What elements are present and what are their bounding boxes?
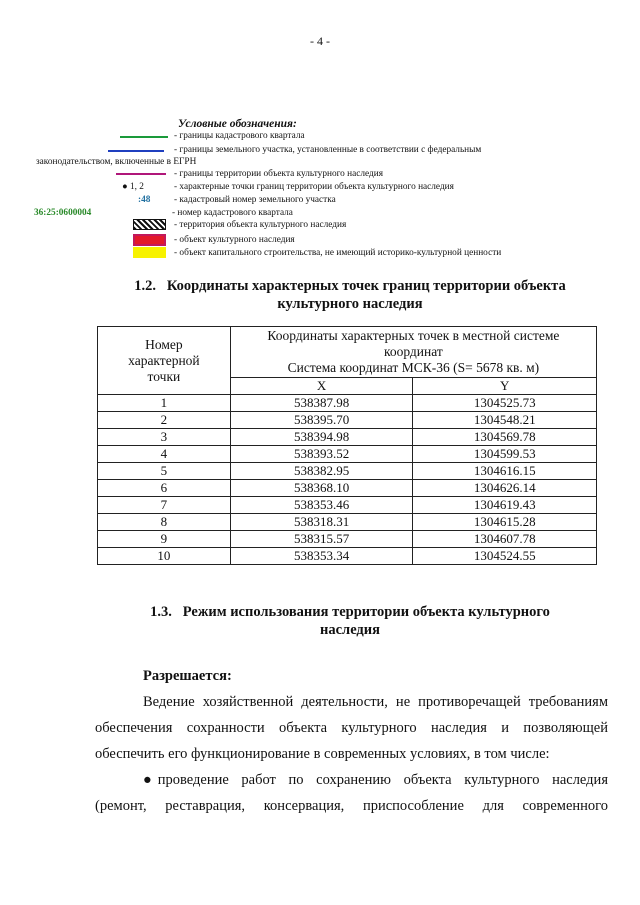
point-symbol: ● 1, 2	[122, 182, 144, 192]
heritage-object-swatch	[133, 234, 166, 246]
table-row	[98, 514, 597, 531]
y-coordinate-cell: 1304524.55	[413, 548, 597, 565]
x-coordinate-cell: 538394.98	[230, 429, 413, 446]
legend-item-label: - границы территории объекта культурного наследия	[174, 169, 383, 179]
quarter-number-symbol: 36:25:0600004	[34, 208, 92, 218]
section-1-2-heading	[95, 277, 605, 313]
table-row	[98, 480, 597, 497]
point-number-cell: 8	[98, 514, 231, 531]
point-number-cell: 4	[98, 446, 231, 463]
point-number-cell: 6	[98, 480, 231, 497]
y-coordinate-cell: 1304626.14	[413, 480, 597, 497]
table-row	[98, 446, 597, 463]
legend-item-continuation: законодательством, включенные в ЕГРН	[36, 157, 197, 167]
allowed-heading: Разрешается:	[143, 668, 232, 684]
point-number-cell: 9	[98, 531, 231, 548]
legend-item-label: - объект культурного наследия	[174, 235, 295, 245]
y-coordinate-cell: 1304525.73	[413, 395, 597, 412]
header-point-number: Номер характерной точки	[98, 327, 231, 395]
section-number: 1.2.	[134, 278, 157, 294]
land-plot-line-symbol	[108, 150, 164, 152]
header-y: Y	[413, 378, 597, 395]
cadastral-quarter-line-symbol	[120, 136, 168, 138]
point-number-cell: 7	[98, 497, 231, 514]
page-number: - 4 -	[310, 34, 330, 48]
section-title: Координаты характерных точек границ территории объекта	[166, 278, 566, 294]
bullet-item	[143, 771, 608, 789]
section-title-continuation: наследия	[320, 622, 380, 638]
paragraph-line: (ремонт, реставрация, консервация, приспособление для современного	[95, 798, 608, 814]
paragraph-line: обеспечения сохранности объекта культурного наследия и позволяющей	[95, 720, 608, 736]
x-coordinate-cell: 538382.95	[230, 463, 413, 480]
table-row	[98, 531, 597, 548]
paragraph-line: обеспечить его функционирование в современных условиях, в том числе:	[95, 746, 550, 762]
y-coordinate-cell: 1304615.28	[413, 514, 597, 531]
legend-item-label: - территория объекта культурного наследия	[174, 220, 347, 230]
table-row	[98, 395, 597, 412]
table-row	[98, 497, 597, 514]
capital-construction-swatch	[133, 247, 166, 258]
legend-item-label: - границы кадастрового квартала	[174, 131, 305, 141]
section-title: Режим использования территории объекта культурного	[182, 604, 550, 620]
table-row	[98, 429, 597, 446]
table-header-row	[98, 327, 597, 378]
legend-title: Условные обозначения:	[178, 118, 297, 130]
y-coordinate-cell: 1304619.43	[413, 497, 597, 514]
bullet-text: проведение работ по сохранению объекта культурного наследия	[157, 772, 608, 788]
header-x: X	[230, 378, 413, 395]
section-number: 1.3.	[150, 604, 172, 620]
x-coordinate-cell: 538315.57	[230, 531, 413, 548]
legend-item-label: - характерные точки границ территории объекта культурного наследия	[174, 182, 454, 192]
y-coordinate-cell: 1304548.21	[413, 412, 597, 429]
x-coordinate-cell: 538387.98	[230, 395, 413, 412]
heritage-boundary-line-symbol	[116, 173, 166, 175]
point-number-cell: 2	[98, 412, 231, 429]
bullet-icon: ●	[143, 772, 152, 788]
point-number-cell: 5	[98, 463, 231, 480]
x-coordinate-cell: 538395.70	[230, 412, 413, 429]
x-coordinate-cell: 538318.31	[230, 514, 413, 531]
x-coordinate-cell: 538368.10	[230, 480, 413, 497]
x-coordinate-cell: 538353.46	[230, 497, 413, 514]
bullet-point-icon: ●	[122, 182, 128, 192]
paragraph-line: Ведение хозяйственной деятельности, не противоречащей требованиям	[143, 694, 608, 710]
x-coordinate-cell: 538353.34	[230, 548, 413, 565]
header-coordinates: Координаты характерных точек в местной системе координат Система координат МСК-36 (S= 5678 кв. м)	[230, 327, 596, 378]
legend-item-label: - объект капитального строительства, не имеющий историко-культурной ценности	[174, 248, 502, 258]
point-number-cell: 3	[98, 429, 231, 446]
section-title-continuation: культурного наследия	[277, 296, 423, 312]
legend-item-label: - кадастровый номер земельного участка	[174, 195, 336, 205]
x-coordinate-cell: 538393.52	[230, 446, 413, 463]
coordinates-table	[97, 326, 597, 565]
y-coordinate-cell: 1304599.53	[413, 446, 597, 463]
y-coordinate-cell: 1304616.15	[413, 463, 597, 480]
table-row	[98, 548, 597, 565]
y-coordinate-cell: 1304607.78	[413, 531, 597, 548]
legend-item-label: - номер кадастрового квартала	[172, 208, 293, 218]
legend-item-label: - границы земельного участка, установленные в соответствии с федеральным	[174, 145, 482, 155]
y-coordinate-cell: 1304569.78	[413, 429, 597, 446]
table-row	[98, 412, 597, 429]
table-row	[98, 463, 597, 480]
hatched-territory-swatch	[133, 219, 166, 230]
point-number-cell: 10	[98, 548, 231, 565]
point-number-cell: 1	[98, 395, 231, 412]
plot-number-symbol: :48	[138, 195, 151, 205]
section-1-3-heading	[95, 603, 605, 639]
